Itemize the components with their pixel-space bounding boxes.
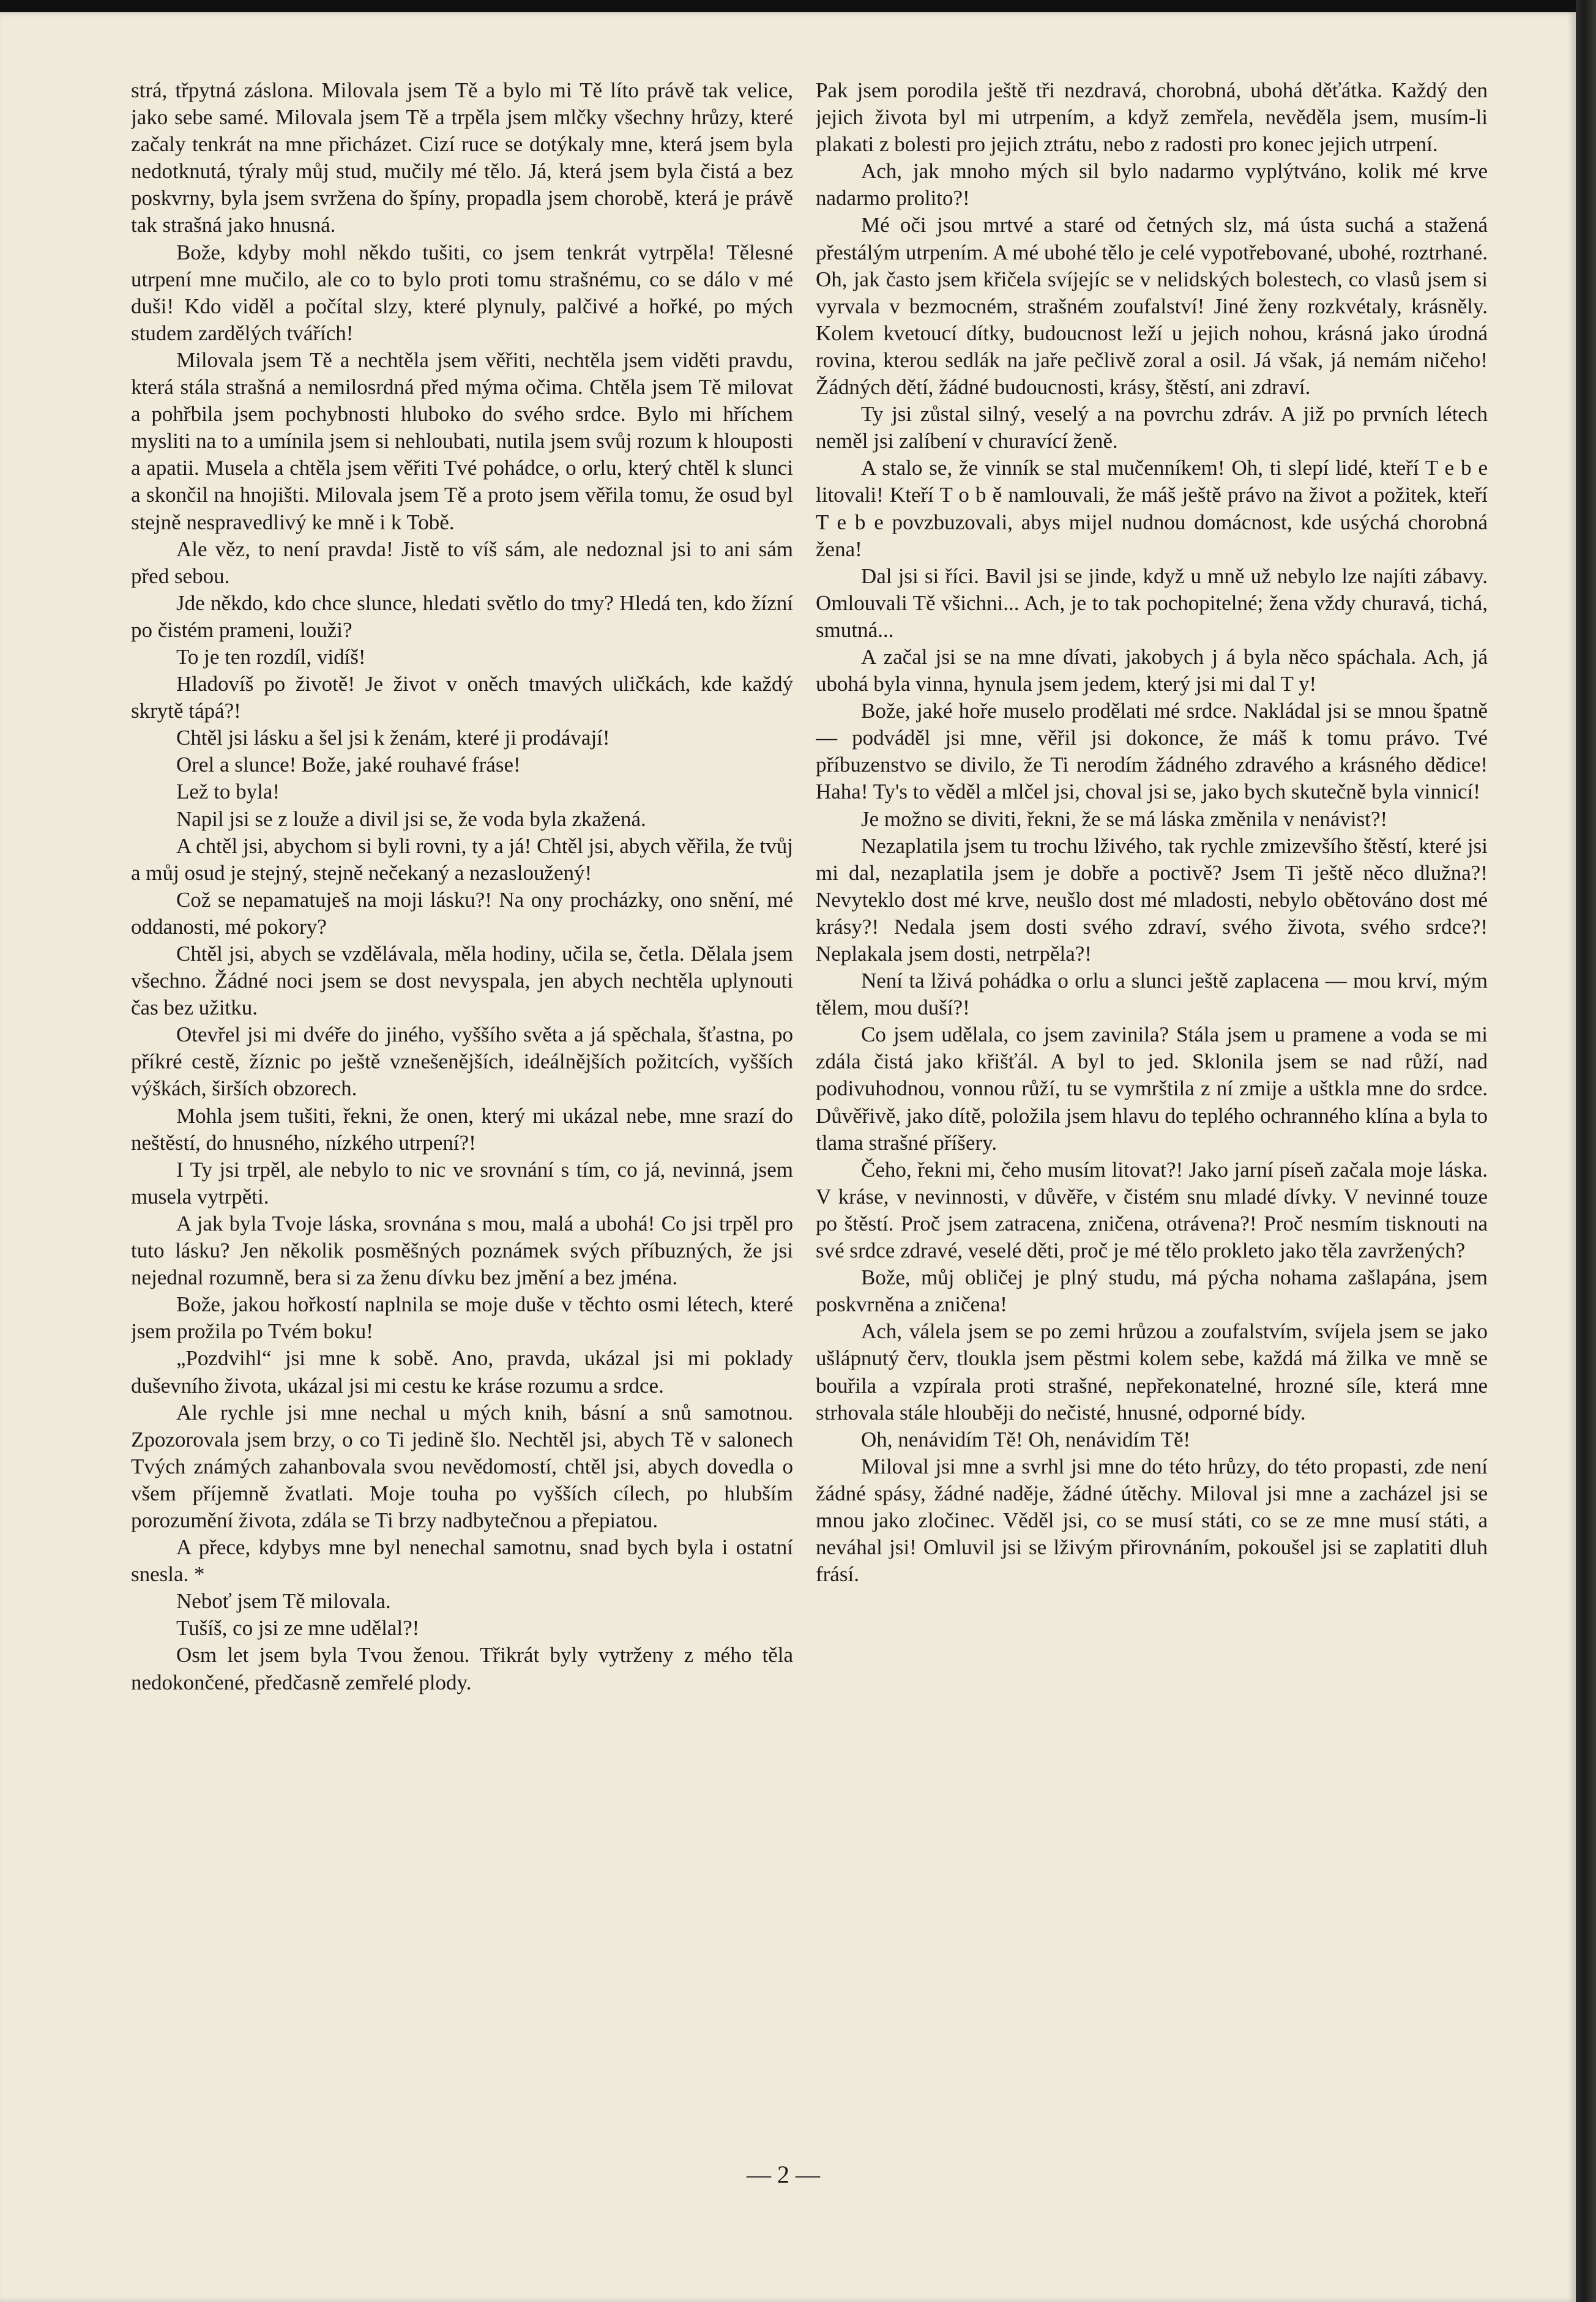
paragraph: Bože, jakou hořkostí naplnila se moje duše v těchto osmi létech, které jsem prožila po Tvém boku!	[131, 1292, 793, 1344]
paragraph: A přece, kdybys mne byl nenechal samotnu, snad bych byla i ostatní snesla. *	[131, 1535, 793, 1587]
paragraph: Hladovíš po životě! Je život v oněch tmavých uličkách, kde každý skrytě tápá?!	[131, 672, 793, 723]
scan-right-edge	[1576, 0, 1596, 2302]
paragraph: Jde někdo, kdo chce slunce, hledati světlo do tmy? Hledá ten, kdo žízní po čistém prameni, louži?	[131, 590, 793, 642]
paragraph: To je ten rozdíl, vidíš!	[176, 644, 366, 669]
paragraph: Co jsem udělala, co jsem zavinila? Stála jsem u pramene a voda se mi zdála čistá jako křišťál. A byl to jed. Sklonila jsem se nad růží, nad podivuhodnou, vonnou růží, tu se vymrštila z ní zmije a uštkla mne do srdce. Důvěřivě, jako dítě, položila jsem hlavu do teplého ochranného klína a byla to tlama strašné příšery.	[816, 1022, 1488, 1155]
paragraph: Milovala jsem Tě a nechtěla jsem věřiti, nechtěla jsem viděti pravdu, která stála strašná a nemilosrdná před mýma očima. Chtěla jsem Tě milovat a pohřbila jsem pochybnosti hluboko do svého srdce. Bylo mi hříchem mysliti na to a umínila jsem si nehloubati, nutila jsem svůj rozum k hlouposti a apatii. Musela a chtěla jsem věřiti Tvé pohádce, o orlu, který chtěl k slunci a skončil na hnojišti. Milovala jsem Tě a proto jsem věřila tomu, že osud byl stejně nespravedlivý ke mně i k Tobě.	[131, 348, 793, 534]
book-page	[0, 12, 1576, 2302]
paragraph: A chtěl jsi, abychom si byli rovni, ty a já! Chtěl jsi, abych věřila, že tvůj a můj osud je stejný, stejně nečekaný a nezasloužený!	[131, 833, 793, 885]
paragraph: Napil jsi se z louže a divil jsi se, že voda byla zkažená.	[176, 806, 646, 831]
paragraph: Miloval jsi mne a svrhl jsi mne do této hrůzy, do této propasti, zde není žádné spásy, žádné naděje, žádné útěchy. Miloval jsi mne a zacházel jsi se mnou jako zločinec. Věděl jsi, co se musí státi, co se ze mne musí státi, a neváhal jsi! Omluvil jsi se lživým přirovnáním, pokoušel jsi se zaplatiti dluh frásí.	[816, 1454, 1488, 1587]
paragraph: Osm let jsem byla Tvou ženou. Třikrát byly vytrženy z mého těla nedokončené, předčasně zemřelé plody.	[131, 1643, 793, 1694]
paragraph: Čeho, řekni mi, čeho musím litovat?! Jako jarní píseň začala moje láska. V kráse, v nevinnosti, v důvěře, v čistém snu mladé dívky. V nevinné touze po štěstí. Proč jsem zatracena, zničena, otrávena?! Proč nesmím tisknouti na své srdce zdravé, veselé děti, proč je mé tělo prokleto jako těla zavržených?	[816, 1157, 1488, 1263]
paragraph: Bože, kdyby mohl někdo tušiti, co jsem tenkrát vytrpěla! Tělesné utrpení mne mučilo, ale co to bylo proti tomu strašnému, co se dálo v mé duši! Kdo viděl a počítal slzy, které plynuly, palčivé a hořké, po mých studem zardělých tvářích!	[131, 240, 793, 345]
paragraph: Orel a slunce! Bože, jaké rouhavé fráse!	[176, 753, 521, 777]
paragraph: Pak jsem porodila ještě tři nezdravá, chorobná, ubohá děťátka. Každý den jejich života byl mi utrpením, a když zemřela, nevěděla jsem, musím-li plakati z bolesti pro jejich ztrátu, nebo z radosti pro konec jejich utrpení.	[816, 78, 1488, 157]
paragraph: I Ty jsi trpěl, ale nebylo to nic ve srovnání s tím, co já, nevinná, jsem musela vytrpěti.	[131, 1157, 793, 1209]
paragraph: „Pozdvihl“ jsi mne k sobě. Ano, pravda, ukázal jsi mi poklady duševního života, ukázal jsi mi cestu ke kráse rozumu a srdce.	[131, 1346, 793, 1398]
left-text-column	[131, 77, 793, 2145]
paragraph: strá, třpytná záslona. Milovala jsem Tě a bylo mi Tě líto právě tak velice, jako sebe samé. Milovala jsem Tě a trpěla jsem mlčky všechny hrůzy, které začaly tenkrát na mne přicházet. Cizí ruce se dotýkaly mne, která jsem byla nedotknutá, týraly můj stud, mučily mé tělo. Já, která jsem byla čistá a bez poskvrny, byla jsem svržena do špíny, propadla jsem chorobě, která je právě tak strašná jako hnusná.	[131, 78, 793, 237]
paragraph: Otevřel jsi mi dvéře do jiného, vyššího světa a já spěchala, šťastna, po příkré cestě, žíznic po ještě vznešenějších, ideálnějších požitcích, vyšších výškách, širších obzorech.	[131, 1022, 793, 1101]
paragraph: Bože, můj obličej je plný studu, má pýcha nohama zašlapána, jsem poskvrněna a zničena!	[816, 1265, 1488, 1317]
paragraph: Je možno se diviti, řekni, že se má láska změnila v nenávist?!	[861, 806, 1388, 831]
right-text-column	[816, 77, 1488, 2145]
paragraph: Tušíš, co jsi ze mne udělal?!	[176, 1616, 420, 1641]
paragraph: Dal jsi si říci. Bavil jsi se jinde, když u mně už nebylo lze najíti zábavy. Omlouvali Tě všichni... Ach, je to tak pochopitelné; žena vždy churavá, tichá, smutná...	[816, 564, 1488, 642]
paragraph: Neboť jsem Tě milovala.	[176, 1589, 391, 1614]
page-number: — 2 —	[747, 2161, 820, 2188]
paragraph: A jak byla Tvoje láska, srovnána s mou, malá a ubohá! Co jsi trpěl pro tuto lásku? Jen několik posměšných poznámek svých příbuzných, že jsi nejednal rozumně, bera si za ženu dívku bez jmění a bez jména.	[131, 1211, 793, 1290]
paragraph: Chtěl jsi lásku a šel jsi k ženám, které ji prodávají!	[176, 726, 610, 750]
scan-top-border	[0, 0, 1596, 12]
paragraph: Ach, jak mnoho mých sil bylo nadarmo vyplýtváno, kolik mé krve nadarmo prolito?!	[816, 159, 1488, 210]
paragraph: Lež to byla!	[176, 780, 280, 804]
paragraph: Mohla jsem tušiti, řekni, že onen, který mi ukázal nebe, mne srazí do neštěstí, do hnusného, nízkého utrpení?!	[131, 1103, 793, 1155]
paragraph: A stalo se, že vinník se stal mučenníkem! Oh, ti slepí lidé, kteří T e b e litovali! Kteří T o b ě namlouvali, že máš ještě právo na život a požitek, kteří T e b e povzbuzovali, abys mijel nudnou domácnost, kde usýchá chorobná žena!	[816, 456, 1488, 561]
paragraph: Což se nepamatuješ na moji lásku?! Na ony procházky, ono snění, mé oddanosti, mé pokory?	[131, 887, 793, 939]
paragraph: Mé oči jsou mrtvé a staré od četných slz, má ústa suchá a stažená přestálým utrpením. A mé ubohé tělo je celé vypotřebované, ubohé, roztrhané. Oh, jak často jsem křičela svíjejíc se v nelidských bolestech, co vlasů jsem si vyrvala v bezmocném, strašném zoufalství! Jiné ženy rozkvétaly, krásněly. Kolem kvetoucí dítky, budoucnost leží u jejich nohou, krásná jako úrodná rovina, kterou sedlák na jaře pečlivě zoral a osil. Já však, já nemám ničeho! Žádných dětí, žádné budoucnosti, krásy, štěstí, ani zdraví.	[816, 213, 1488, 400]
paragraph: Ale věz, to není pravda! Jistě to víš sám, ale nedoznal jsi to ani sám před sebou.	[131, 537, 793, 588]
paragraph: Oh, nenávidím Tě! Oh, nenávidím Tě!	[861, 1427, 1191, 1451]
paragraph: Nezaplatila jsem tu trochu lživého, tak rychle zmizevšího štěstí, které jsi mi dal, nezaplatila jsem je dobře a poctivě? Jsem Ti ještě něco dlužna?! Nevyteklo dost mé krve, neušlo dost mé mladosti, nebylo obětováno dost mé krásy?! Nedala jsem dosti svého zdraví, svého života, svého srdce?! Neplakala jsem dosti, netrpěla?!	[816, 833, 1488, 966]
paragraph: Ach, válela jsem se po zemi hrůzou a zoufalstvím, svíjela jsem se jako ušlápnutý červ, tloukla jsem pěstmi kolem sebe, každá má žilka ve mně se bouřila a vzpírala proti strašné, nepřekonatelné, hrozné síle, která mne strhovala stále hlouběji do nečisté, hnusné, odporné bídy.	[816, 1319, 1488, 1425]
paragraph: Není ta lživá pohádka o orlu a slunci ještě zaplacena — mou krví, mým tělem, mou duší?!	[816, 969, 1488, 1020]
paragraph: Chtěl jsi, abych se vzdělávala, měla hodiny, učila se, četla. Dělala jsem všechno. Žádné noci jsem se dost nevyspala, jen abych nechtěla uplynouti čas bez užitku.	[131, 942, 793, 1020]
paragraph: Bože, jaké hoře muselo prodělati mé srdce. Nakládal jsi se mnou špatně — podváděl jsi mne, věřil jsi dokonce, že máš k tomu právo. Tvé příbuzenstvo se divilo, že Ti nerodím žádného zdravého a krásného dědice! Haha! Ty's to věděl a mlčel jsi, choval jsi se, jako bych skutečně byla vinnicí!	[816, 699, 1488, 804]
paragraph: A začal jsi se na mne dívati, jakobych j á byla něco spáchala. Ach, já ubohá byla vinna, hynula jsem jedem, který jsi mi dal T y!	[816, 644, 1488, 696]
paragraph: Ale rychle jsi mne nechal u mých knih, básní a snů samotnou. Zpozorovala jsem brzy, o co Ti jedině šlo. Nechtěl jsi, abych Tě v salonech Tvých známých zahanbovala svou nevědomostí, chtěl jsi, abych dovedla o všem příjemně žvatlati. Moje touha po vyšších cílech, po hlubším porozumění života, zdála se Ti brzy nadbytečnou a přepiatou.	[131, 1400, 793, 1532]
paragraph: Ty jsi zůstal silný, veselý a na povrchu zdráv. A již po prvních létech neměl jsi zalíbení v churavící ženě.	[816, 402, 1488, 453]
